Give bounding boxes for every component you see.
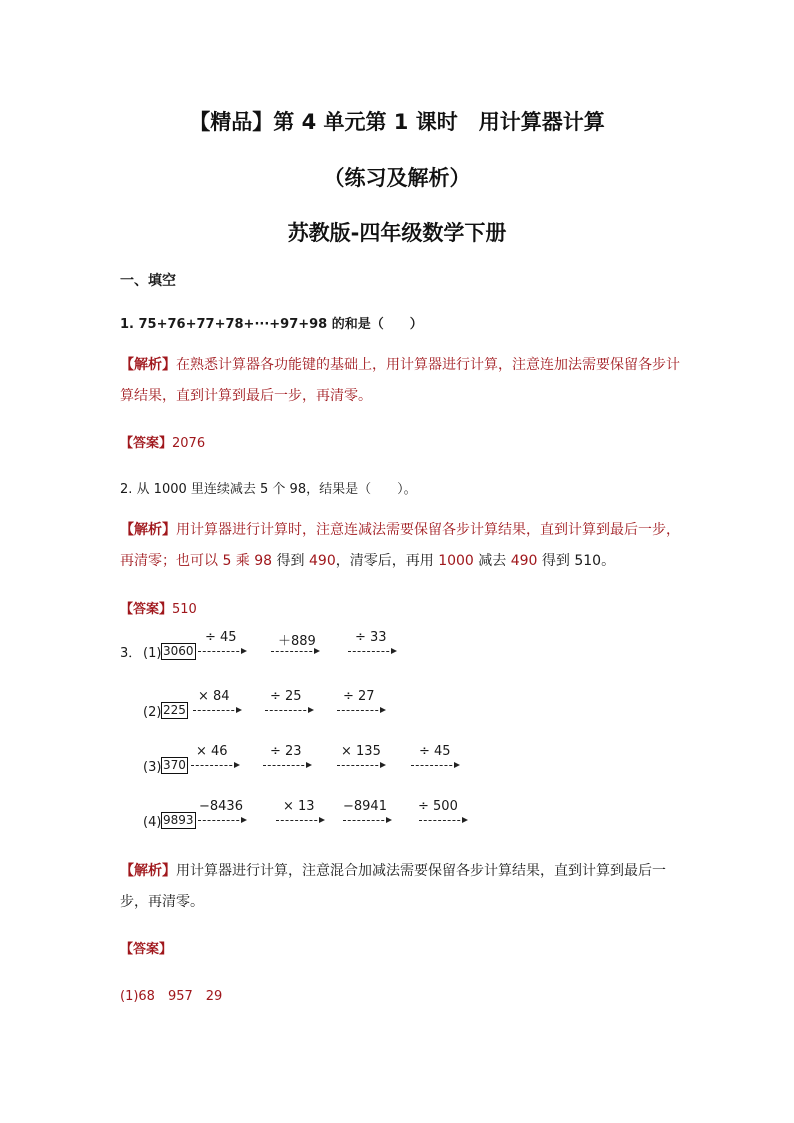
chain-op: ＋889: [278, 634, 316, 649]
chain-op: × 46: [196, 744, 228, 759]
question-3-analysis: [120, 856, 680, 918]
chain-op: ÷ 45: [419, 744, 451, 759]
chain-op: −8941: [343, 799, 387, 814]
analysis-tag: 【解析】: [120, 522, 176, 538]
question-3-answer-line: (1)68 957 29: [120, 989, 223, 1004]
document-subtitle: （练习及解析）: [323, 166, 471, 190]
answer-tag: 【答案】: [120, 436, 173, 451]
chain-op: ÷ 25: [270, 689, 302, 704]
section-heading: 一、填空: [120, 273, 176, 289]
chain-op: ÷ 23: [270, 744, 302, 759]
analysis-tag: 【解析】: [120, 357, 176, 373]
chain-op: × 135: [341, 744, 381, 759]
arrow-icon: [337, 710, 383, 711]
chain-op: ÷ 500: [418, 799, 458, 814]
chain-op: ÷ 27: [343, 689, 375, 704]
chain-start-box: 225: [163, 703, 186, 717]
chain-op: × 13: [283, 799, 315, 814]
arrow-icon: [193, 710, 239, 711]
chain-start-box: 3060: [163, 644, 194, 658]
arrow-icon: [265, 710, 311, 711]
arrow-icon: [271, 651, 317, 652]
arrow-icon: [263, 765, 309, 766]
arrow-icon: [343, 820, 389, 821]
arrow-icon: [337, 765, 383, 766]
chain-op: −8436: [199, 799, 243, 814]
chain-label: (1): [143, 646, 162, 661]
question-1-answer: [120, 432, 205, 451]
arrow-icon: [411, 765, 457, 766]
chain-start-box: 9893: [163, 813, 194, 827]
answer-value: 510: [172, 602, 197, 617]
arrow-icon: [191, 765, 237, 766]
question-2-analysis: 【解析】用计算器进行计算时，注意连减法需要保留各步计算结果，直到计算到最后一步，再清零；也可以 5 乘 98 得到 490，清零后，再用 1000 减去 490 得到 510。: [120, 522, 680, 569]
question-1: 1. 75+76+77+78+···+97+98 的和是（ ）: [120, 317, 423, 332]
chain-op: ÷ 45: [205, 630, 237, 645]
chain-label: (3): [143, 760, 162, 775]
arrow-icon: [198, 651, 244, 652]
question-1-analysis: [120, 350, 680, 412]
arrow-icon: [419, 820, 465, 821]
answer-tag: 【答案】: [120, 602, 173, 617]
answer-tag: 【答案】: [120, 942, 173, 957]
arrow-icon: [276, 820, 322, 821]
question-2-answer: [120, 598, 197, 617]
arrow-icon: [348, 651, 394, 652]
document-grade-title: 苏教版-四年级数学下册: [287, 221, 507, 245]
question-3-label: 3．: [120, 646, 142, 661]
chain-op: ÷ 33: [355, 630, 387, 645]
analysis-text: 用计算器进行计算，注意混合加减法需要保留各步计算结果，直到计算到最后一步，再清零。: [120, 863, 666, 910]
chain-label: (4): [143, 815, 162, 830]
chain-start-box: 370: [163, 758, 186, 772]
arrow-icon: [198, 820, 244, 821]
document-title: 【精品】第 4 单元第 1 课时 用计算器计算: [189, 110, 605, 134]
question-3-answer: [120, 938, 172, 957]
chain-label: (2): [143, 705, 162, 720]
question-2: 2. 从 1000 里连续减去 5 个 98，结果是（ ）。: [120, 482, 417, 497]
answer-value: 2076: [172, 436, 206, 451]
analysis-text: 在熟悉计算器各功能键的基础上，用计算器进行计算，注意连加法需要保留各步计算结果，直到计算到最后一步，再清零。: [120, 357, 680, 404]
chain-op: × 84: [198, 689, 230, 704]
analysis-tag: 【解析】: [120, 863, 176, 879]
